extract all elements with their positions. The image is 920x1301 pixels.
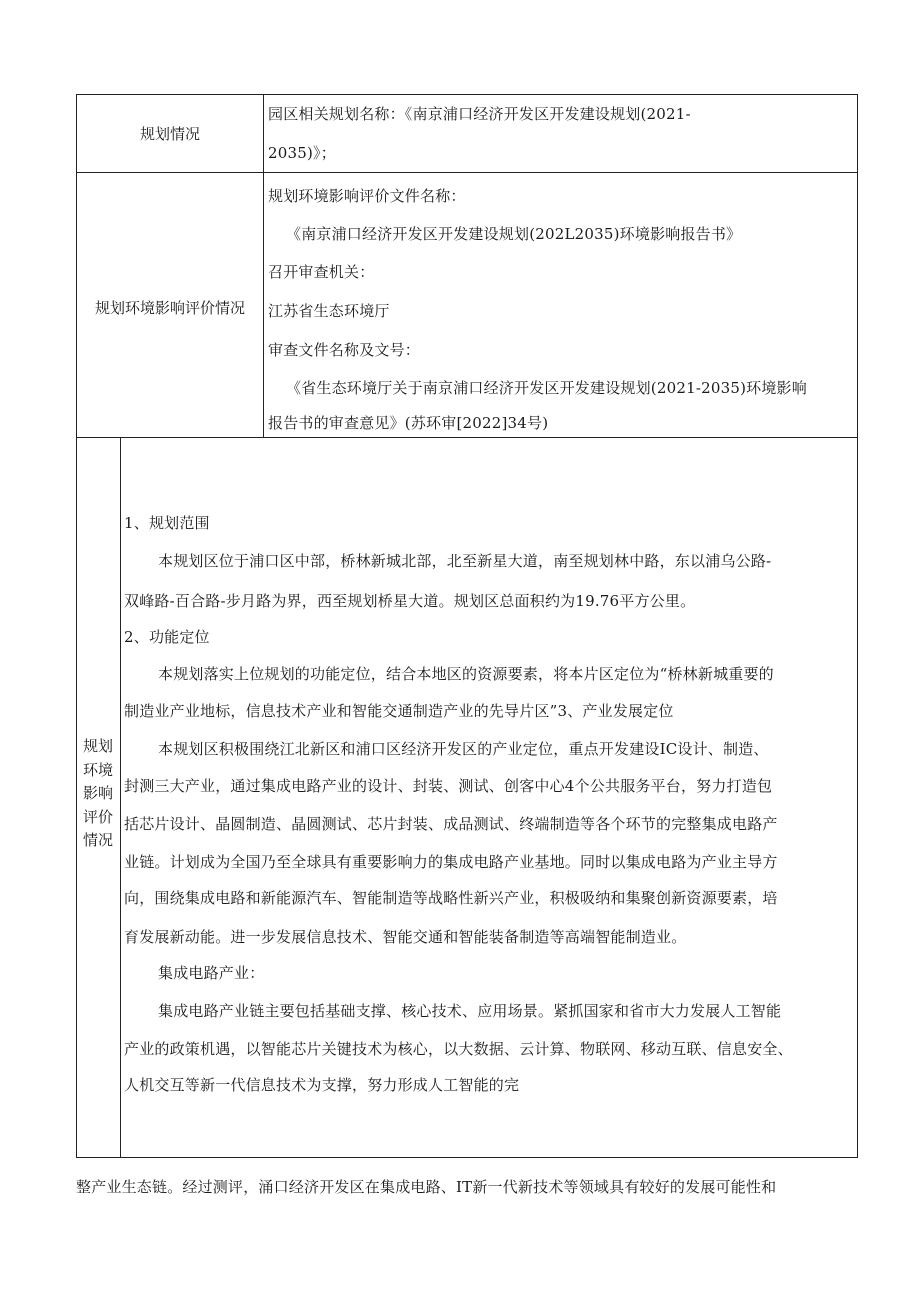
table-border-right (857, 94, 858, 1158)
body-line: 育发展新动能。进一步发展信息技术、智能交通和智能装备制造等高端智能制造业。 (124, 928, 687, 946)
subsection-heading: 集成电路产业： (158, 964, 265, 982)
body-line: 业链。计划成为全国乃至全球具有重要影响力的集成电路产业基地。同时以集成电路为产业主导方 (124, 853, 778, 871)
table-divider-upper (263, 94, 264, 438)
body-line: 制造业产业地标，信息技术产业和智能交通制造产业的先导片区”3、产业发展定位 (124, 702, 674, 720)
row3-label-part: 规划 (82, 737, 113, 755)
body-line: 本规划区积极围绕江北新区和浦口区经济开发区的产业定位，重点开发建设IC设计、制造、 (158, 740, 769, 758)
row2-line: 江苏省生态环境厅 (268, 302, 390, 320)
table-border-row2-bottom (76, 437, 858, 438)
section-heading: 2、功能定位 (124, 628, 210, 646)
row3-label-part: 影响 (82, 784, 113, 802)
row1-line2: 2035)》； (268, 144, 336, 162)
row2-line: 《南京浦口经济开发区开发建设规划(202L2035)环境影响报告书》 (286, 225, 742, 243)
body-line: 双峰路-百合路-步月路为界，西至规划桥星大道。规划区总面积约为19.76平方公里。 (124, 592, 696, 610)
row2-line: 召开审查机关： (268, 263, 375, 281)
body-line: 向，围绕集成电路和新能源汽车、智能制造等战略性新兴产业，积极吸纳和集聚创新资源要素，培 (124, 889, 778, 907)
continuation-line: 整产业生态链。经过测评，涌口经济开发区在集成电路、IT新一代新技术等领域具有较好的发展可能性和 (76, 1178, 777, 1196)
row2-line: 《省生态环境厅关于南京浦口经济开发区开发建设规划(2021-2035)环境影响 (286, 379, 807, 397)
body-line: 括芯片设计、晶圆制造、晶圆测试、芯片封装、成品测试、终端制造等各个环节的完整集成电路产 (124, 815, 778, 833)
body-line: 集成电路产业链主要包括基础支撑、核心技术、应用场景。紧抓国家和省市大力发展人工智能 (158, 1002, 782, 1020)
table-border-bottom (76, 1157, 858, 1158)
table-border-left (76, 94, 77, 1158)
row3-label-part: 情况 (82, 831, 113, 849)
table-border-row1-bottom (76, 172, 858, 173)
section-heading: 1、规划范围 (124, 514, 210, 532)
body-line: 产业的政策机遇，以智能芯片关键技术为核心，以大数据、云计算、物联网、移动互联、信息安全、 (124, 1040, 793, 1058)
row3-label-part: 环境 (82, 760, 113, 779)
body-line: 封测三大产业，通过集成电路产业的设计、封装、测试、创客中心4个公共服务平台，努力打造包 (124, 777, 773, 795)
body-line: 本规划落实上位规划的功能定位，结合本地区的资源要素，将本片区定位为“桥林新城重要的 (158, 665, 774, 683)
row1-line1: 园区相关规划名称：《南京浦口经济开发区开发建设规划(2021- (268, 105, 691, 123)
table-border-top (76, 94, 858, 95)
row3-label (76, 735, 120, 853)
row3-label-part: 评价 (82, 807, 113, 826)
body-line: 人机交互等新一代信息技术为支撑，努力形成人工智能的完 (124, 1076, 520, 1094)
row2-line: 报告书的审查意见》(苏环审[2022]34号) (268, 414, 549, 432)
row1-label: 规划情况 (139, 125, 200, 143)
table-divider-lower (120, 437, 121, 1158)
row2-line: 规划环境影响评价文件名称： (268, 187, 466, 205)
body-line: 本规划区位于浦口区中部，桥林新城北部，北至新星大道，南至规划林中路，东以浦乌公路- (158, 552, 772, 570)
row2-line: 审查文件名称及文号： (268, 341, 421, 359)
row2-label: 规划环境影响评价情况 (94, 299, 245, 317)
